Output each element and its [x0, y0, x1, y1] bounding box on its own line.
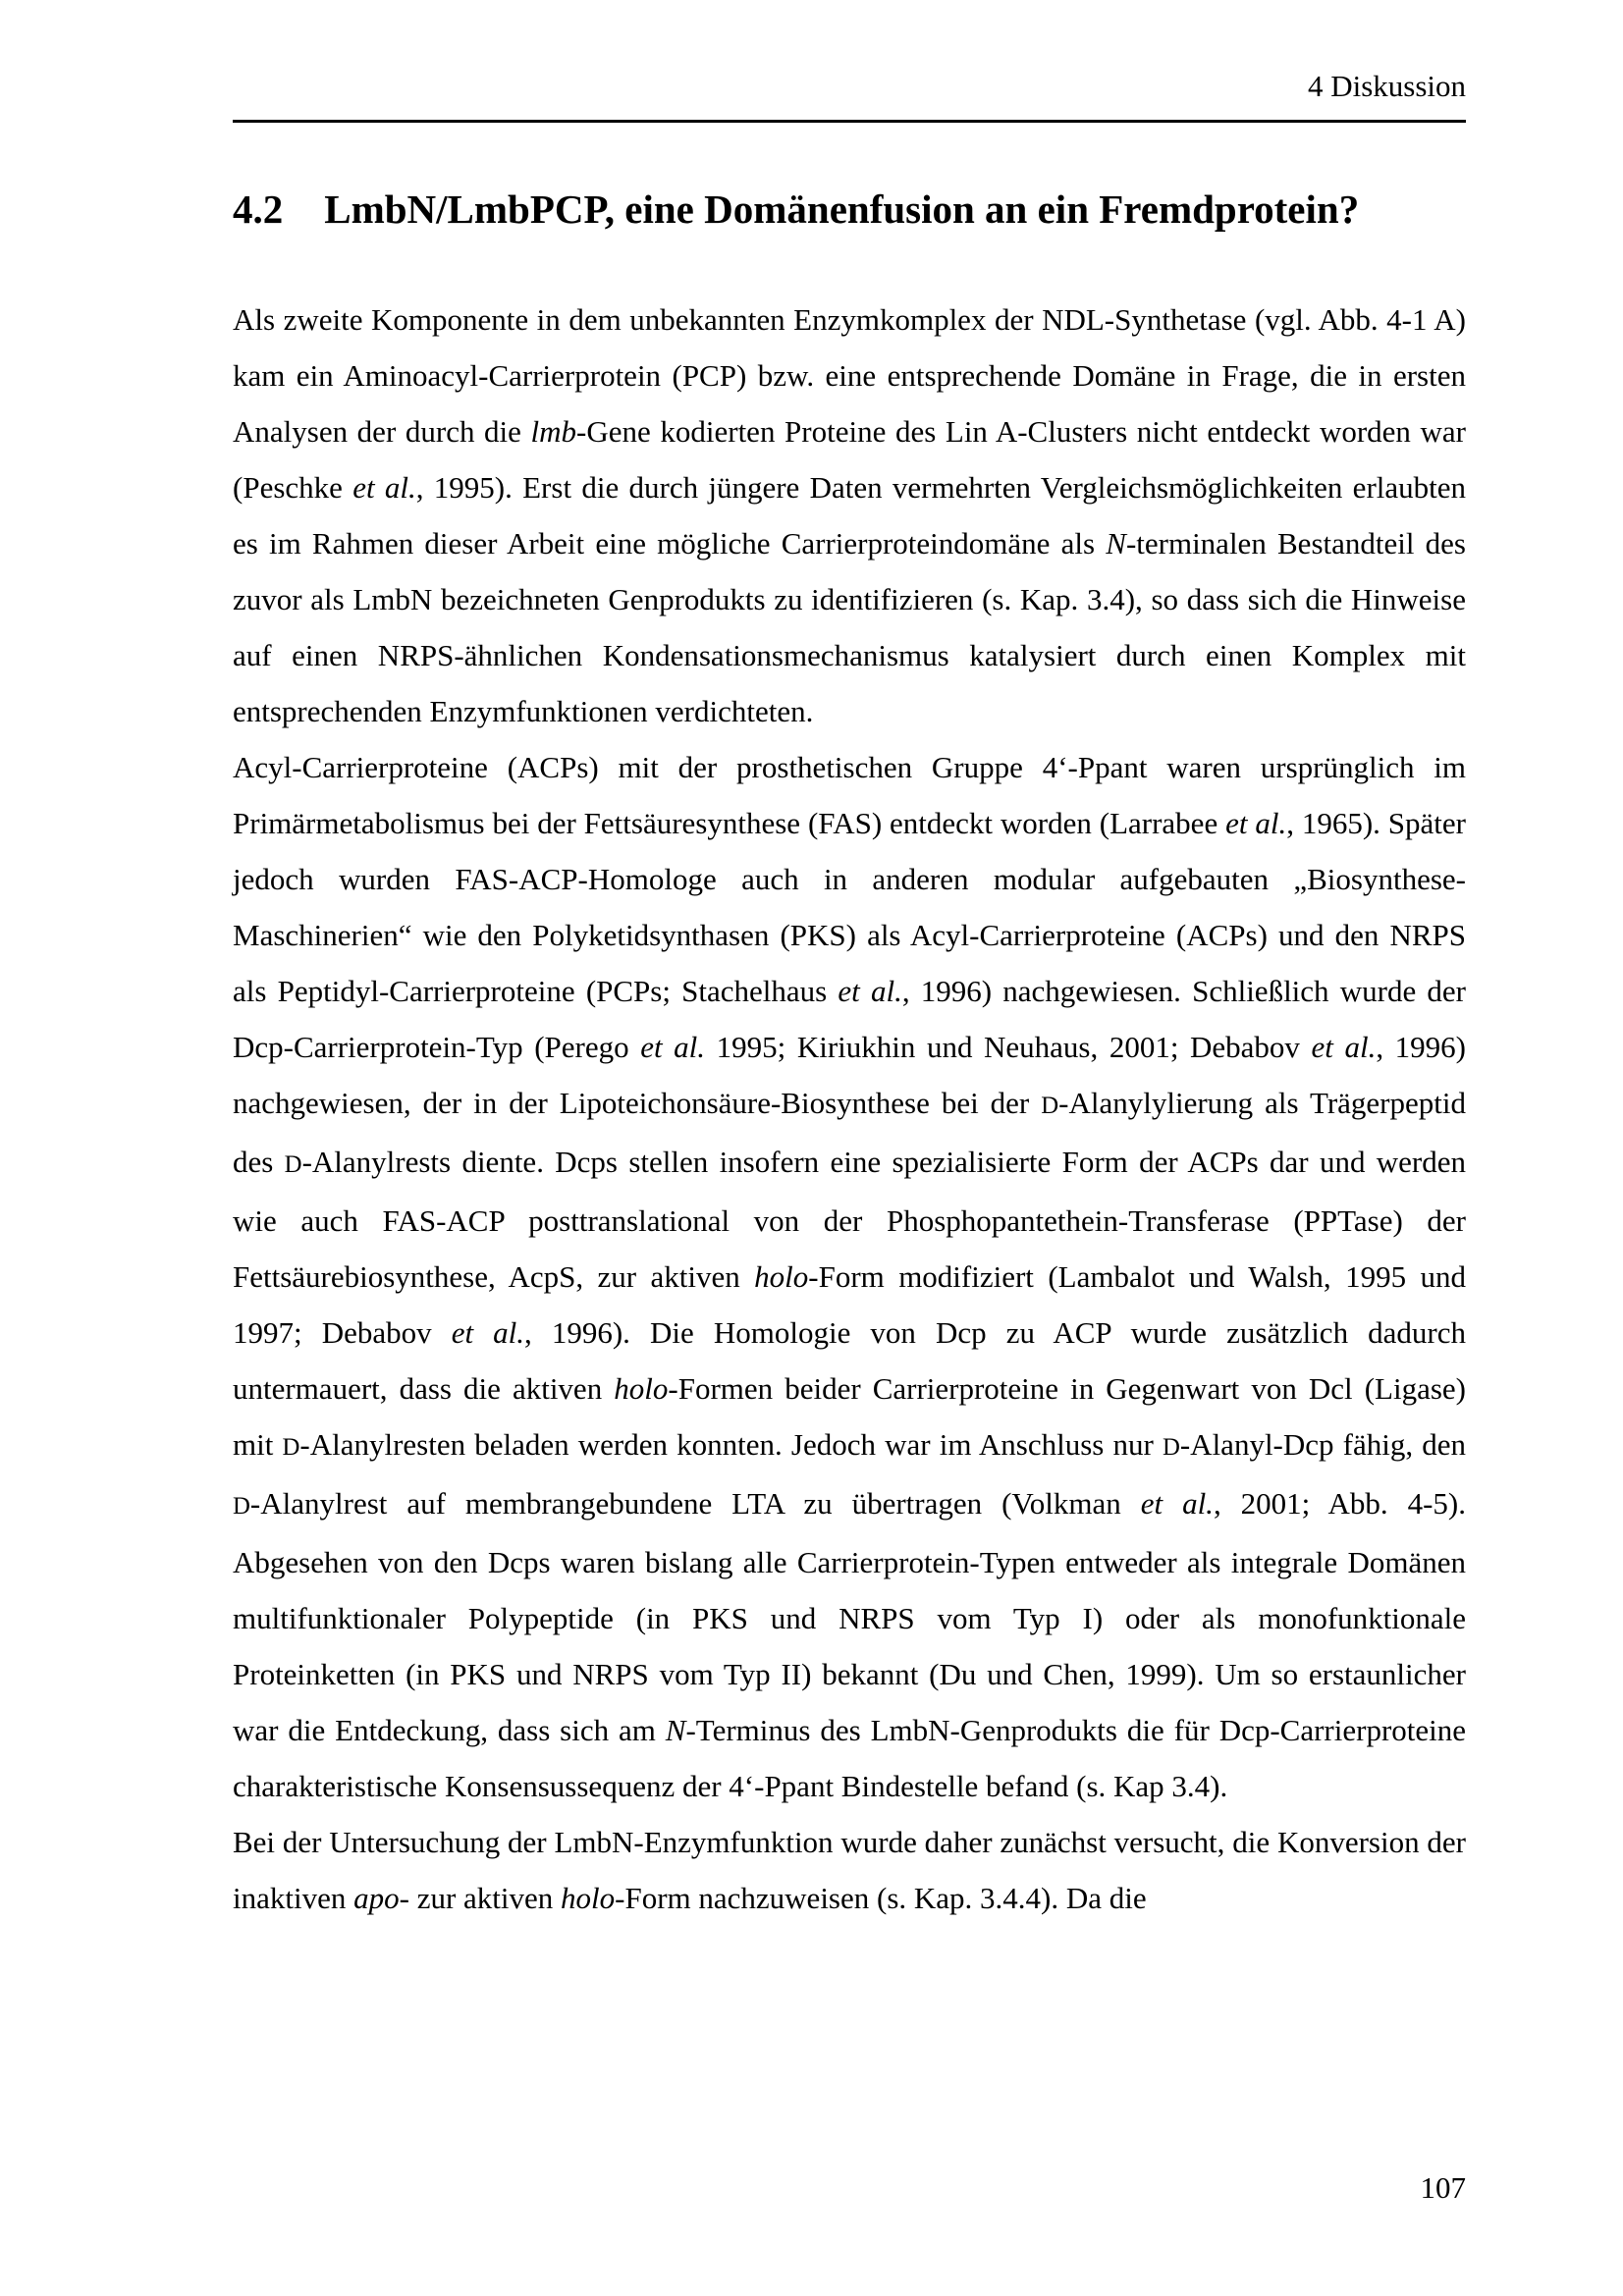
italic-text-run: N [1106, 526, 1126, 561]
text-run: -Form modifiziert (Lambalot und Walsh, 1995 und 1997; Debabov [233, 1259, 1466, 1350]
text-run: -Alanyl-Dcp fähig, den [1179, 1427, 1466, 1462]
text-run: Bei der Untersuchung der LmbN-Enzymfunktion wurde daher zunächst versucht, die Konversion der inaktiven [233, 1825, 1466, 1915]
smallcaps-text-run: D [284, 1151, 302, 1178]
text-run: , 1996) nachgewiesen, der in der Lipoteichonsäure-Biosynthese bei der [233, 1030, 1466, 1120]
italic-text-run: N [665, 1713, 686, 1747]
italic-text-run: holo [754, 1259, 809, 1294]
smallcaps-text-run: D [282, 1434, 300, 1461]
running-header: 4 Diskussion [233, 69, 1466, 123]
text-run: , 1995). Erst die durch jüngere Daten vermehrten Vergleichsmöglichkeiten erlaubten es im Rahmen dieser Arbeit eine mögliche Carrierproteindomäne als [233, 470, 1467, 561]
text-run: -Formen beider Carrierproteine in Gegenwart von Dcl (Ligase) mit [233, 1371, 1466, 1462]
italic-text-run: et al. [451, 1315, 525, 1350]
text-run: -Alanylrest auf membrangebundene LTA zu übertragen (Volkman [249, 1486, 1141, 1521]
text-run: Acyl-Carrierproteine (ACPs) mit der prosthetischen Gruppe 4‘-Ppant waren ursprünglich im Primärmetabolismus bei der Fettsäuresynthese (FAS) entdeckt worden (Larrabee [233, 750, 1466, 840]
italic-text-run: et al. [1311, 1030, 1377, 1064]
text-run: -Gene kodierten Proteine des Lin A-Clusters nicht entdeckt worden war (Peschke [233, 414, 1466, 505]
text-run: zur aktiven [408, 1881, 562, 1915]
section-title: LmbN/LmbPCP, eine Domänenfusion an ein Fremdprotein? [324, 187, 1360, 232]
italic-text-run: holo [561, 1881, 616, 1915]
italic-text-run: et al. [640, 1030, 706, 1064]
italic-text-run: et al. [1225, 806, 1287, 840]
text-run: -Alanylresten beladen werden konnten. Jedoch war im Anschluss nur [299, 1427, 1163, 1462]
text-run: 1995; Kiriukhin und Neuhaus, 2001; Debabov [705, 1030, 1312, 1064]
italic-text-run: et al. [352, 470, 416, 505]
text-run: -Terminus des LmbN-Genprodukts die für Dcp-Carrierproteine charakteristische Konsensussequenz der 4‘-Ppant Bindestelle befand (s. Kap 3.4). [233, 1713, 1467, 1803]
italic-text-run: holo [614, 1371, 669, 1406]
text-run: , 1996) nachgewiesen. Schließlich wurde der Dcp-Carrierprotein-Typ (Perego [233, 974, 1466, 1064]
text-run: , 1965). Später jedoch wurden FAS-ACP-Homologe auch in anderen modular aufgebauten „Biosynthese-Maschinerien“ wie den Polyketidsynthasen (PKS) als Acyl-Carrierproteine (ACPs) und den NRPS als Peptidyl-Carrierproteine (PCPs; Stachelhaus [233, 806, 1466, 1008]
text-run: Als zweite Komponente in dem unbekannten Enzymkomplex der NDL-Synthetase (vgl. Abb. 4-1 A) kam ein Aminoacyl-Carrierprotein (PCP) bzw. eine entsprechende Domäne in Frage, die in ersten Analysen der durch die [233, 302, 1466, 449]
italic-text-run: lmb [530, 414, 577, 449]
text-run: -Form nachzuweisen (s. Kap. 3.4.4). Da die [615, 1881, 1147, 1915]
smallcaps-text-run: D [1162, 1434, 1180, 1461]
smallcaps-text-run: D [1041, 1093, 1059, 1119]
paragraphs [233, 292, 1466, 1926]
section-heading [233, 186, 1466, 233]
paragraph [233, 292, 1466, 739]
text-run: , 1996). Die Homologie von Dcp zu ACP wurde zusätzlich dadurch untermauert, dass die aktiven [233, 1315, 1466, 1406]
text-run: , 2001; Abb. 4-5). Abgesehen von den Dcps waren bislang alle Carrierprotein-Typen entweder als integrale Domänen multifunktionaler Polypeptide (in PKS und NRPS vom Typ I) oder als monofunktionale Proteinketten (in PKS und NRPS vom Typ II) bekannt (Du und Chen, 1999). Um so erstaunlicher war die Entdeckung, dass sich am [233, 1486, 1466, 1747]
paragraph [233, 739, 1466, 1814]
text-run: -terminalen Bestandteil des zuvor als LmbN bezeichneten Genprodukts zu identifizieren (s. Kap. 3.4), so dass sich die Hinweise auf einen NRPS-ähnlichen Kondensationsmechanismus katalysiert durch einen Komplex mit entsprechenden Enzymfunktionen verdichteten. [233, 526, 1466, 728]
page-content [233, 69, 1466, 1926]
page-number: 107 [1420, 2170, 1466, 2205]
smallcaps-text-run: D [233, 1493, 250, 1520]
text-run: -Alanylylierung als Trägerpeptid des [233, 1086, 1466, 1179]
section-number: 4.2 [233, 187, 284, 232]
paragraph [233, 1814, 1466, 1926]
italic-text-run: et al. [1140, 1486, 1214, 1521]
text-run: -Alanylrests diente. Dcps stellen insofern eine spezialisierte Form der ACPs dar und werden wie auch FAS-ACP posttranslational von der Phosphopantethein-Transferase (PPTase) der Fettsäurebiosynthese, AcpS, zur aktiven [233, 1145, 1467, 1294]
italic-text-run: et al. [838, 974, 902, 1008]
italic-text-run: apo- [353, 1881, 409, 1915]
